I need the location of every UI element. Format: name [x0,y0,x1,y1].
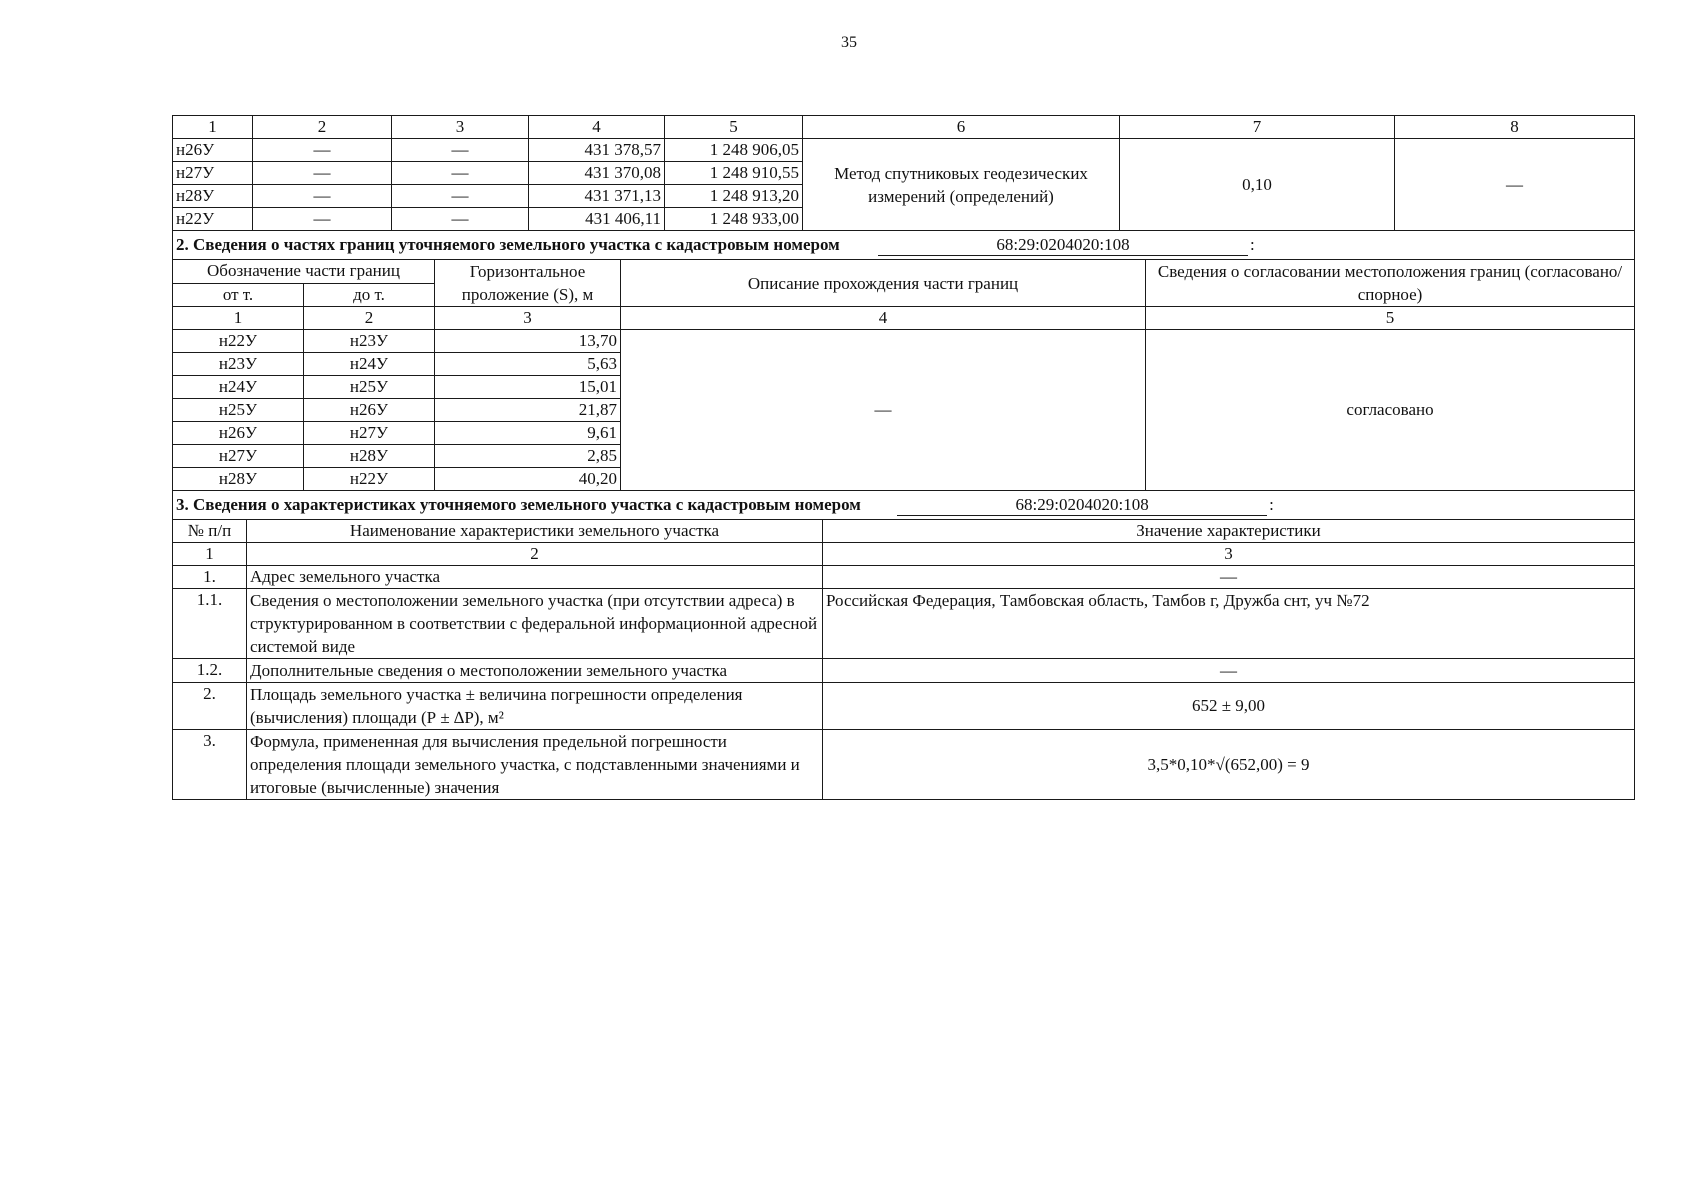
column-numbers-row [173,307,1635,330]
from-point: н28У [173,468,304,491]
coord-x: 431 378,57 [529,139,665,162]
row-number: 1. [173,566,247,589]
table-row [173,330,1635,353]
characteristic-name: Площадь земельного участка ± величина погрешности определения (вычисления) площади (Р ± ∆Р), м² [247,683,823,730]
column-number: 1 [173,307,304,330]
coord-y: 1 248 933,00 [665,208,803,231]
table-row [173,659,1635,683]
table-header-row [173,520,1635,543]
table-row [173,683,1635,730]
section-2-title [173,231,1635,260]
page-number: 35 [841,34,857,51]
cell: — [392,208,529,231]
table-row [173,589,1635,659]
characteristic-name: Дополнительные сведения о местоположении земельного участка [247,659,823,683]
row-number: 1.1. [173,589,247,659]
section-title-text: 2. Сведения о частях границ уточняемого земельного участка с кадастровым номером [176,235,840,254]
row-number: 1.2. [173,659,247,683]
to-point: н28У [304,445,435,468]
from-point: н22У [173,330,304,353]
header-from: от т. [173,283,304,307]
colon: : [1269,495,1274,514]
cell: — [253,208,392,231]
header-agreement: Сведения о согласовании местоположения границ (согласовано/спорное) [1146,260,1635,307]
characteristic-value: 3,5*0,10*√(652,00) = 9 [823,730,1635,800]
point-name: н27У [173,162,253,185]
column-number: 2 [247,543,823,566]
document-body [172,116,1634,800]
header-cell: 3 [392,116,529,139]
header-cell: 1 [173,116,253,139]
coordinates-table [172,115,1635,231]
to-point: н22У [304,468,435,491]
from-point: н26У [173,422,304,445]
header-cell: 5 [665,116,803,139]
header-cell: 7 [1120,116,1395,139]
characteristics-table [172,490,1635,800]
header-cell: 2 [253,116,392,139]
column-numbers-row [173,543,1635,566]
to-point: н27У [304,422,435,445]
from-point: н27У [173,445,304,468]
cell: — [253,185,392,208]
header-length: Горизонтальное проложение (S), м [435,260,621,307]
table-row [173,566,1635,589]
cell: — [392,139,529,162]
length-value: 9,61 [435,422,621,445]
header-value: Значение характеристики [823,520,1635,543]
method-cell: Метод спутниковых геодезических измерений (определений) [803,139,1120,231]
header-designation: Обозначение части границ [173,260,435,284]
to-point: н26У [304,399,435,422]
characteristic-value: Российская Федерация, Тамбовская область, Тамбов г, Дружба снт, уч №72 [823,589,1635,659]
column-number: 1 [173,543,247,566]
point-name: н26У [173,139,253,162]
header-cell: 8 [1395,116,1635,139]
cell: — [253,139,392,162]
to-point: н23У [304,330,435,353]
column-number: 4 [621,307,1146,330]
column-number: 3 [823,543,1635,566]
coord-x: 431 406,11 [529,208,665,231]
point-name: н28У [173,185,253,208]
row-number: 2. [173,683,247,730]
coord-y: 1 248 910,55 [665,162,803,185]
coord-y: 1 248 906,05 [665,139,803,162]
colon: : [1250,235,1255,254]
table-row [173,139,1635,162]
characteristic-value: — [823,659,1635,683]
characteristic-value: — [823,566,1635,589]
cell: — [392,185,529,208]
col8-cell: — [1395,139,1635,231]
accuracy-cell: 0,10 [1120,139,1395,231]
section-title-row [173,491,1635,520]
length-value: 5,63 [435,353,621,376]
length-value: 21,87 [435,399,621,422]
header-to: до т. [304,283,435,307]
cell: — [392,162,529,185]
characteristic-name: Сведения о местоположении земельного участка (при отсутствии адреса) в структурированном в соответствии с федеральной информационной адресной системой виде [247,589,823,659]
coord-x: 431 371,13 [529,185,665,208]
table-header-row [173,260,1635,284]
characteristic-name: Формула, примененная для вычисления предельной погрешности определения площади земельного участка, с подставленными значениями и итоговые (вычисленные) значения [247,730,823,800]
description-value: — [621,330,1146,491]
header-description: Описание прохождения части границ [621,260,1146,307]
header-name: Наименование характеристики земельного участка [247,520,823,543]
row-number: 3. [173,730,247,800]
section-title-row [173,231,1635,260]
characteristic-name: Адрес земельного участка [247,566,823,589]
point-name: н22У [173,208,253,231]
length-value: 15,01 [435,376,621,399]
to-point: н24У [304,353,435,376]
header-num: № п/п [173,520,247,543]
length-value: 2,85 [435,445,621,468]
cadastral-number: 68:29:0204020:108 [897,495,1267,516]
length-value: 13,70 [435,330,621,353]
table-header-row [173,116,1635,139]
length-value: 40,20 [435,468,621,491]
section-title-text: 3. Сведения о характеристиках уточняемого земельного участка с кадастровым номером [176,495,861,514]
to-point: н25У [304,376,435,399]
section-3-title [173,491,1635,520]
characteristic-value: 652 ± 9,00 [823,683,1635,730]
column-number: 3 [435,307,621,330]
coord-y: 1 248 913,20 [665,185,803,208]
table-row [173,730,1635,800]
header-cell: 4 [529,116,665,139]
coord-x: 431 370,08 [529,162,665,185]
from-point: н23У [173,353,304,376]
column-number: 2 [304,307,435,330]
from-point: н24У [173,376,304,399]
cadastral-number: 68:29:0204020:108 [878,235,1248,256]
cell: — [253,162,392,185]
boundary-parts-table [172,230,1635,491]
column-number: 5 [1146,307,1635,330]
agreement-value: согласовано [1146,330,1635,491]
header-cell: 6 [803,116,1120,139]
from-point: н25У [173,399,304,422]
